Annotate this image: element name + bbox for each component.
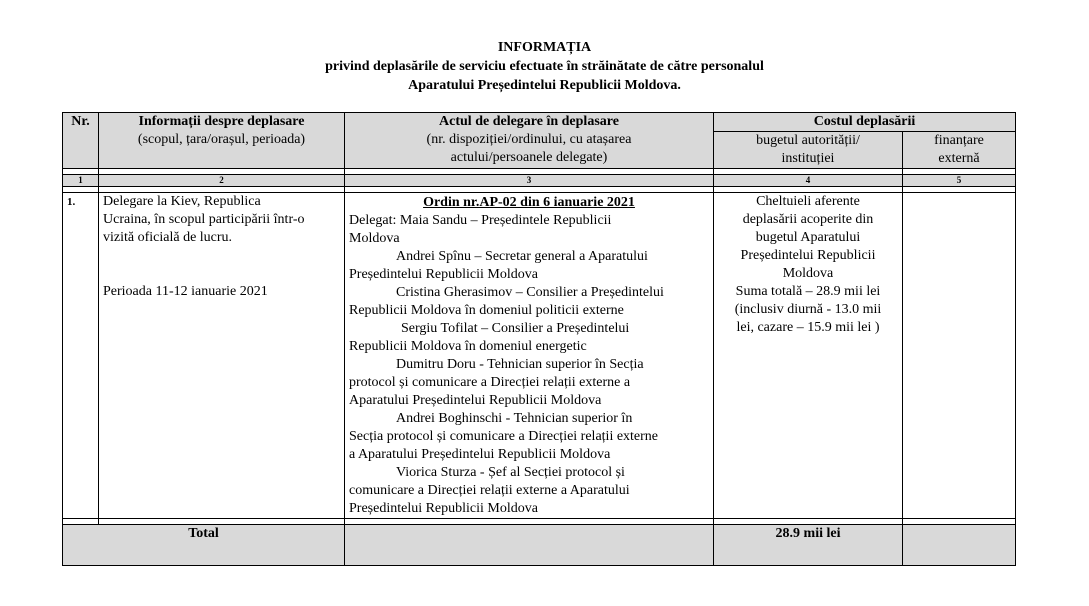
header-act-title: Actul de delegare în deplasare: [439, 114, 619, 129]
delegate-line: a Aparatului Președintelui Republicii Moldova: [349, 447, 611, 462]
delegate-line: Președintelui Republicii Moldova: [349, 267, 538, 282]
header-external-line-2: externă: [938, 151, 980, 166]
delegate-line: comunicare a Direcției relații externe a Aparatului: [349, 483, 630, 498]
delegate-line: Președintelui Republicii Moldova: [349, 501, 538, 516]
header-act: [345, 113, 714, 169]
total-value: 28.9 mii lei: [714, 525, 903, 566]
delegate-line: Moldova: [349, 231, 400, 246]
cost-line: Cheltuieli aferente: [756, 194, 860, 209]
total-row: [63, 525, 1016, 566]
header-act-subtitle-2: actului/persoanele delegate): [450, 150, 608, 165]
column-number: 1: [63, 175, 99, 187]
document-header: [0, 38, 1089, 95]
delegate-line: Viorica Sturza - Șef al Secției protocol și: [396, 465, 625, 480]
delegation-act-cell: [345, 193, 714, 519]
header-external: [903, 132, 1016, 169]
delegate-line: Secția protocol și comunicare a Direcției relații externe: [349, 429, 659, 444]
order-title: Ordin nr.AP-02 din 6 ianuarie 2021: [423, 195, 635, 210]
trip-info-line: Ucraina, în scopul participării într-o: [103, 212, 305, 227]
external-funding-cell: [903, 193, 1016, 519]
document-subtitle-2: Aparatului Președintelui Republicii Moldova.: [408, 78, 681, 93]
delegate-line: Andrei Spînu – Secretar general a Aparatului: [396, 249, 648, 264]
delegate-list: [349, 212, 709, 518]
total-act-cell: [345, 525, 714, 566]
trip-period: Perioada 11-12 ianuarie 2021: [103, 284, 268, 299]
cost-line: deplasării acoperite din: [742, 212, 874, 227]
travel-report-table: [62, 112, 1016, 566]
total-label: Total: [63, 525, 345, 566]
delegate-line: Andrei Boghinschi - Tehnician superior în: [396, 411, 633, 426]
trip-info-cell: [99, 193, 345, 519]
cost-line: bugetul Aparatului: [755, 230, 861, 245]
column-number: 5: [903, 175, 1016, 187]
column-number: 3: [345, 175, 714, 187]
header-external-line-1: finanțare: [934, 133, 984, 148]
document-subtitle: privind deplasările de serviciu efectuate în străinătate de către personalul: [325, 59, 764, 74]
column-number-row: [63, 175, 1016, 187]
row-number: 1.: [63, 193, 99, 519]
delegate-line: Delegat: Maia Sandu – Președintele Republicii: [349, 213, 612, 228]
column-number: 2: [99, 175, 345, 187]
budget-cost-cell: [714, 193, 903, 519]
header-budget: [714, 132, 903, 169]
header-budget-line-1: bugetul autorității/: [756, 133, 860, 148]
cost-line: Suma totală – 28.9 mii lei: [735, 284, 881, 299]
header-budget-line-2: instituției: [781, 151, 835, 166]
delegate-line: Aparatului Președintelui Republicii Moldova: [349, 393, 602, 408]
table-header-row: [63, 113, 1016, 132]
header-act-subtitle-1: (nr. dispoziției/ordinului, cu atașarea: [426, 132, 632, 147]
cost-line: lei, cazare – 15.9 mii lei ): [736, 320, 880, 335]
table-row: [63, 193, 1016, 519]
document-title: INFORMAȚIA: [497, 40, 592, 55]
cost-line: Moldova: [782, 266, 834, 281]
delegate-line: Cristina Gherasimov – Consilier a Președintelui: [396, 285, 664, 300]
cost-line: Președintelui Republicii: [740, 248, 876, 263]
header-info-subtitle: (scopul, țara/orașul, perioada): [137, 132, 306, 147]
delegate-line: protocol și comunicare a Direcției relații externe a: [349, 375, 631, 390]
column-number: 4: [714, 175, 903, 187]
trip-info-line: Delegare la Kiev, Republica: [103, 194, 261, 209]
header-cost: Costul deplasării: [714, 113, 1016, 132]
header-nr: Nr.: [63, 113, 99, 169]
delegate-line: Republicii Moldova în domeniul politicii externe: [349, 303, 624, 318]
header-info-title: Informații despre deplasare: [138, 114, 305, 129]
trip-info-line: vizită oficială de lucru.: [103, 230, 233, 245]
delegate-line: Dumitru Doru - Tehnician superior în Secția: [396, 357, 644, 372]
cost-line: (inclusiv diurnă - 13.0 mii: [734, 302, 882, 317]
total-external-cell: [903, 525, 1016, 566]
header-info: [99, 113, 345, 169]
delegate-line: Republicii Moldova în domeniul energetic: [349, 339, 587, 354]
delegate-line: Sergiu Tofilat – Consilier a Președintelui: [401, 321, 630, 336]
